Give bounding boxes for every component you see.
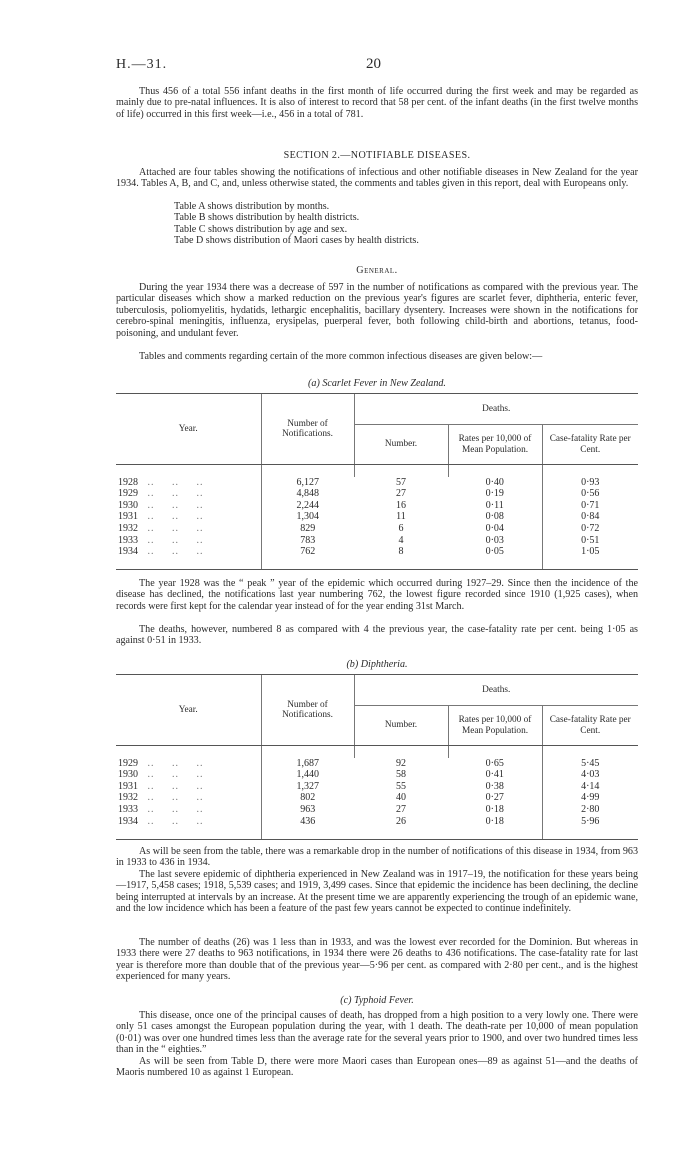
table-row: 1933 .. .. .. 963 27 0·18 2·80 [116,804,638,816]
cell-rate: 0·18 [485,803,504,815]
cell-notifications: 1,687 [261,758,354,770]
general-paragraph-2: Tables and comments regarding certain of the more common infectious diseases are given below:— [139,351,543,362]
table-row: 1930 .. .. .. 1,440 58 0·41 4·03 [116,769,638,781]
cell-fatality: 1·05 [542,546,638,558]
cell-deaths: 26 [396,815,406,827]
table-row: 1929 .. .. .. 1,687 92 0·65 5·45 [116,758,638,770]
cell-rate: 0·08 [485,511,504,523]
list-item: Table A shows distribution by months. [174,201,330,212]
cell-fatality: 0·71 [542,500,638,512]
cell-rate: 0·27 [485,792,504,804]
diphtheria-table [116,674,638,840]
cell-notifications: 963 [261,804,354,816]
cell-fatality: 0·56 [542,488,638,500]
cell-deaths: 57 [396,476,406,488]
scarlet-fever-table [116,393,638,570]
header-number: Number. [354,706,448,746]
header-number: Number. [354,425,448,465]
table-row: 1931 .. .. .. 1,304 11 0·08 0·84 [116,511,638,523]
header-case-fatality: Case-fatality Rate per Cent. [542,425,638,465]
cell-fatality: 0·93 [542,477,638,489]
cell-fatality: 4·14 [542,781,638,793]
cell-fatality: 4·03 [542,769,638,781]
cell-notifications: 6,127 [261,477,354,489]
cell-year: 1932 [118,792,138,804]
table-row: 1934 .. .. .. 762 8 0·05 1·05 [116,546,638,558]
list-item: Table C shows distribution by age and sex. [174,223,348,235]
cell-notifications: 4,848 [261,488,354,500]
cell-fatality: 5·96 [542,816,638,828]
cell-deaths: 92 [396,757,406,769]
cell-notifications: 1,304 [261,511,354,523]
scarlet-paragraph-2: The deaths, however, numbered 8 as compared with 4 the previous year, the case-fatality rate per cent. being 1·05 as against 0·51 in 1933. [116,624,638,647]
cell-fatality: 4·99 [542,792,638,804]
cell-notifications: 1,440 [261,769,354,781]
cell-deaths: 11 [396,511,406,523]
cell-notifications: 783 [261,535,354,547]
header-year: Year. [116,675,261,746]
cell-year: 1933 [118,803,138,815]
cell-rate: 0·41 [485,769,504,781]
cell-deaths: 27 [396,488,406,500]
diphtheria-paragraph: As will be seen from the table, there was a remarkable drop in the number of notifications of this disease in 1934, from 963 in 1933 to 436 in 1934. [116,846,638,869]
cell-fatality: 5·45 [542,758,638,770]
cell-rate: 0·40 [485,476,504,488]
table-row: 1930 .. .. .. 2,244 16 0·11 0·71 [116,500,638,512]
cell-year: 1934 [118,546,138,558]
typhoid-paragraph-2: As will be seen from Table D, there were more Maori cases than European ones—89 as against 51—and the deaths of Maoris numbered 10 as against 1 European. [116,1056,638,1079]
cell-year: 1934 [118,815,138,827]
cell-fatality: 0·51 [542,535,638,547]
cell-notifications: 2,244 [261,500,354,512]
table-row: 1933 .. .. .. 783 4 0·03 0·51 [116,535,638,547]
table-row: 1934 .. .. .. 436 26 0·18 5·96 [116,816,638,828]
table-row: 1928 .. .. .. 6,127 57 0·40 0·93 [116,477,638,489]
report-reference: H.—31. [116,57,168,72]
general-heading: General. [356,265,398,276]
table-row: 1932 .. .. .. 829 6 0·04 0·72 [116,523,638,535]
cell-rate: 0·05 [485,546,504,558]
typhoid-caption: (c) Typhoid Fever. [340,995,414,1006]
cell-year: 1932 [118,522,138,534]
header-rates: Rates per 10,000 of Mean Population. [448,706,542,746]
cell-deaths: 4 [398,534,404,546]
cell-notifications: 1,327 [261,781,354,793]
cell-year: 1931 [118,780,138,792]
cell-deaths: 27 [396,803,406,815]
intro-paragraph: Thus 456 of a total 556 infant deaths in the first month of life occurred during the first week and may be regarded as mainly due to pre-natal influences. It is also of interest to record that 58 per cent. of the infant deaths (in the first twelve months of life) occurred in this first week—i.e., 456 in a total of 781. [116,86,638,120]
section-title: SECTION 2.—NOTIFIABLE DISEASES. [283,150,471,161]
cell-deaths: 6 [398,522,404,534]
cell-notifications: 829 [261,523,354,535]
list-item: Tabe D shows distribution of Maori cases by health districts. [174,235,419,247]
cell-rate: 0·04 [485,522,504,534]
cell-year: 1930 [118,769,138,781]
cell-rate: 0·18 [485,815,504,827]
cell-rate: 0·19 [485,488,504,500]
section-intro: Attached are four tables showing the notifications of infectious and other notifiable diseases in New Zealand for the year 1934. Tables A, B, and C, and, unless otherwise stated, the comments and tables given in this report, deal with Europeans only. [116,167,638,190]
table-row: 1931 .. .. .. 1,327 55 0·38 4·14 [116,781,638,793]
diphtheria-caption: (b) Diphtheria. [346,659,408,670]
list-item: Table B shows distribution by health districts. [174,212,360,224]
header-case-fatality: Case-fatality Rate per Cent. [542,706,638,746]
header-deaths: Deaths. [354,675,638,706]
cell-year: 1929 [118,757,138,769]
cell-deaths: 55 [396,780,406,792]
header-rates: Rates per 10,000 of Mean Population. [448,425,542,465]
cell-deaths: 40 [396,792,406,804]
scarlet-paragraph: The year 1928 was the “ peak ” year of the epidemic which occurred during 1927–29. Since then the incidence of the disease has declined, the notifications last year numbering 762, the lowest figure recorded since 1910 (1,925 cases), when records were first kept for the calendar year instead of for the year ending 31st March. [116,578,638,612]
cell-notifications: 436 [261,816,354,828]
cell-deaths: 8 [398,546,404,558]
scarlet-caption: (a) Scarlet Fever in New Zealand. [308,378,446,389]
cell-year: 1928 [118,476,138,488]
diphtheria-paragraph-2: The last severe epidemic of diphtheria experienced in New Zealand was in 1917–19, the notification for these years being—1917, 5,458 cases; 1918, 5,539 cases; and 1919, 3,499 cases. Since that epidemic the incidence has been declining, the decline being interrupted at intervals by an increase. At the present time we are apparently experiencing the trough of an epidemic wane, and the low incidence which has been a feature of the past few years cannot be expected to continue indefinitely. [116,869,638,915]
cell-fatality: 0·72 [542,523,638,535]
cell-rate: 0·03 [485,534,504,546]
tables-list [174,201,419,247]
header-year: Year. [116,394,261,465]
cell-year: 1931 [118,511,138,523]
cell-fatality: 2·80 [542,804,638,816]
header-notifications: Number of Notifications. [261,394,354,465]
cell-rate: 0·65 [485,757,504,769]
general-paragraph: During the year 1934 there was a decrease of 597 in the number of notifications as compared with the previous year. The particular diseases which show a marked reduction on the previous year's figures are scarlet fever, diphtheria, enteric fever, tuberculosis, poliomyelitis, hydatids, lethargic encephalitis, bacillary dysentery. Increases were shown in the notifications for cerebro-spinal meningitis, influenza, erysipelas, puerperal fever, both following child-birth and abortions, tetanus, food-poisoning, and undulant fever. [116,282,638,339]
cell-fatality: 0·84 [542,511,638,523]
cell-deaths: 58 [396,769,406,781]
diphtheria-paragraph-3: The number of deaths (26) was 1 less than in 1933, and was the lowest ever recorded for the Dominion. But whereas in 1933 there were 27 deaths to 963 notifications, in 1934 there were 26 deaths to 436 notifications. The case-fatality rate for last year is therefore more than double that of the previous year—5·96 per cent. as compared with 2·80 per cent., and is the highest experienced for many years. [116,937,638,983]
table-row: 1932 .. .. .. 802 40 0·27 4·99 [116,792,638,804]
typhoid-paragraph: This disease, once one of the principal causes of death, has dropped from a high position to a very lowly one. There were only 51 cases amongst the European population during the year, with 1 death. The death-rate per 10,000 of mean population (0·01) was over one hundred times less than the average rate for the several years prior to 1900, and over two hundred times less than in the “ eighties.” [116,1010,638,1056]
cell-year: 1930 [118,499,138,511]
page-number: 20 [366,56,381,72]
cell-year: 1929 [118,488,138,500]
header-deaths: Deaths. [354,394,638,425]
cell-deaths: 16 [396,499,406,511]
cell-notifications: 802 [261,792,354,804]
table-row: 1929 .. .. .. 4,848 27 0·19 0·56 [116,488,638,500]
cell-year: 1933 [118,534,138,546]
cell-rate: 0·38 [485,780,504,792]
cell-rate: 0·11 [485,499,504,511]
header-notifications: Number of Notifications. [261,675,354,746]
cell-notifications: 762 [261,546,354,558]
